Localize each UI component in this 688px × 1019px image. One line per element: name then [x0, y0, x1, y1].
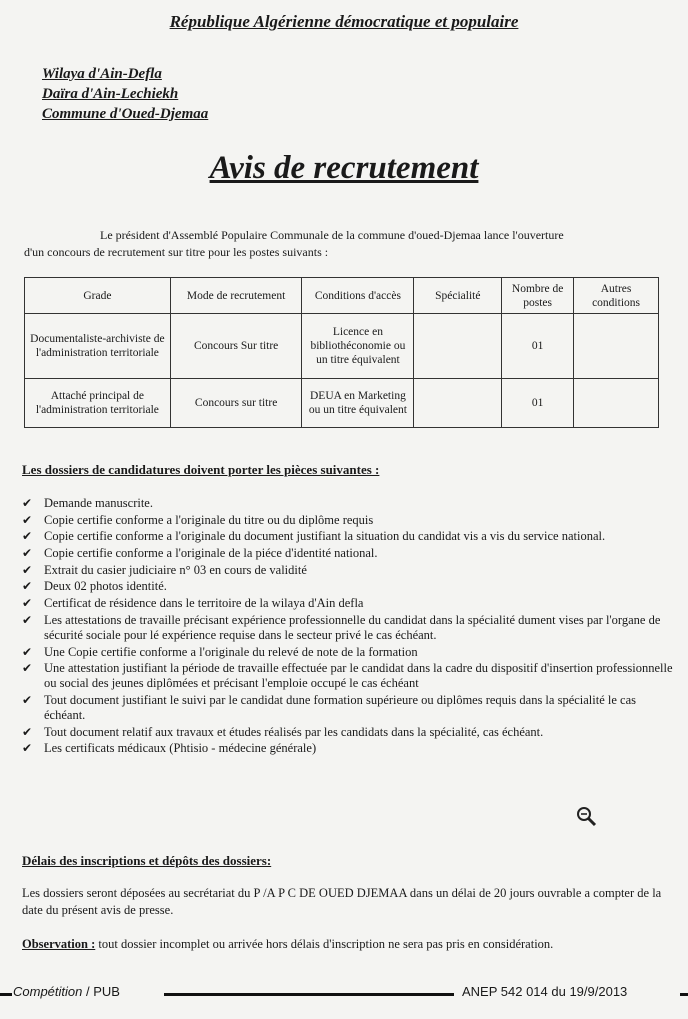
cell-specialite: [414, 314, 502, 379]
footer-rule-right: [680, 993, 688, 996]
check-icon: ✔: [22, 741, 33, 756]
cell-autres: [574, 379, 659, 428]
header-conditions: Conditions d'accès: [302, 278, 414, 314]
list-item: ✔ Copie certifie conforme a l'originale du titre ou du diplôme requis: [22, 512, 374, 527]
list-item: ✔ Demande manuscrite.: [22, 496, 153, 510]
header-grade: Grade: [25, 278, 171, 314]
list-item: ✔ Une attestation justifiant la période de travaille effectuée par le candidat dans la cadre du dispositif d'insertion professionnelle ou social des jeunes diplômées et précisant l'emploie occupé le cas échéant: [22, 661, 673, 691]
republique-heading: République Algérienne démocratique et populaire: [169, 12, 519, 31]
list-item: ✔ Tout document relatif aux travaux et études réalisés par les candidats dans la spécialité, cas échéant.: [22, 724, 544, 739]
footer-source-rest: / PUB: [82, 984, 120, 999]
magnifier-icon[interactable]: [575, 805, 597, 827]
commune-line: Commune d'Oued-Djemaa: [42, 106, 209, 122]
dossiers-list: [22, 496, 674, 758]
check-icon: ✔: [22, 546, 33, 561]
intro-paragraph: [24, 227, 664, 261]
check-icon: ✔: [22, 644, 33, 659]
footer-source: [13, 984, 120, 999]
header-autres: Autres conditions: [574, 278, 659, 314]
table-header-row: [25, 278, 659, 314]
footer-bar: [0, 983, 688, 1009]
check-icon: ✔: [22, 724, 33, 739]
list-item: ✔ Une Copie certifie conforme a l'originale du relevé de note de la formation: [22, 644, 418, 659]
observation-text: tout dossier incomplet ou arrivée hors délais d'inscription ne sera pas pris en considération.: [95, 937, 554, 951]
cell-specialite: [414, 379, 502, 428]
intro-line-2: d'un concours de recrutement sur titre pour les postes suivants :: [24, 245, 329, 259]
delais-heading: Délais des inscriptions et dépôts des dossiers:: [22, 853, 272, 868]
cell-mode: Concours Sur titre: [170, 314, 302, 379]
cell-grade: Attaché principal de l'administration territoriale: [25, 379, 171, 428]
header-mode: Mode de recrutement: [170, 278, 302, 314]
table-row: [25, 379, 659, 428]
administration-block: [42, 64, 208, 124]
footer-rule-left: [0, 993, 12, 996]
observation-label: Observation :: [22, 937, 96, 951]
posts-table: [24, 277, 659, 428]
check-icon: ✔: [22, 579, 33, 594]
cell-nombre: 01: [502, 379, 574, 428]
check-icon: ✔: [22, 612, 33, 627]
list-item: ✔ Les attestations de travaille précisant expérience professionnelle du candidat dans la spécialité dument vises par l'organe de sécurité sociale pour lé expérience requise dans le secteur privé le cas échéant.: [22, 612, 661, 642]
list-item: ✔ Deux 02 photos identité.: [22, 579, 167, 594]
list-item: ✔ Tout document justifiant le suivi par le candidat dune formation supérieure ou diplômes requis dans la spécialité le cas échéant.: [22, 692, 637, 722]
header-specialite: Spécialité: [414, 278, 502, 314]
list-item: ✔ Copie certifie conforme a l'originale du document justifiant la situation du candidat vis a vis du service national.: [22, 529, 606, 544]
check-icon: ✔: [22, 692, 33, 707]
check-icon: ✔: [22, 596, 33, 611]
list-item: ✔ Copie certifie conforme a l'originale de la piéce d'identité national.: [22, 546, 378, 561]
list-item: ✔ Les certificats médicaux (Phtisio - médecine générale): [22, 741, 317, 756]
dossiers-heading: Les dossiers de candidatures doivent porter les pièces suivantes :: [22, 462, 380, 477]
cell-autres: [574, 314, 659, 379]
cell-conditions: DEUA en Marketing ou un titre équivalent: [302, 379, 414, 428]
footer-reference: ANEP 542 014 du 19/9/2013: [462, 984, 628, 999]
check-icon: ✔: [22, 661, 33, 676]
cell-mode: Concours sur titre: [170, 379, 302, 428]
check-icon: ✔: [22, 562, 33, 577]
list-item: ✔ Certificat de résidence dans le territoire de la wilaya d'Ain defla: [22, 596, 364, 611]
cell-conditions: Licence en bibliothéconomie ou un titre équivalent: [302, 314, 414, 379]
cell-grade: Documentaliste-archiviste de l'administration territoriale: [25, 314, 171, 379]
intro-line-1: Le président d'Assemblé Populaire Communale de la commune d'oued-Djemaa lance l'ouverture: [100, 228, 564, 242]
observation-paragraph: [22, 936, 672, 953]
list-item: ✔ Extrait du casier judiciaire n° 03 en cours de validité: [22, 562, 307, 577]
check-icon: ✔: [22, 529, 33, 544]
wilaya-line: Wilaya d'Ain-Defla: [42, 66, 162, 82]
check-icon: ✔: [22, 512, 33, 527]
footer-source-italic: Compétition: [13, 984, 83, 999]
cell-nombre: 01: [502, 314, 574, 379]
header-nombre: Nombre de postes: [502, 278, 574, 314]
check-icon: ✔: [22, 496, 33, 510]
footer-rule-middle: [164, 993, 454, 996]
delais-text: Les dossiers seront déposées au secrétariat du P /A P C DE OUED DJEMAA dans un délai de 20 jours ouvrable a compter de la date du présent avis de presse.: [22, 886, 662, 917]
daira-line: Daïra d'Ain-Lechiekh: [42, 86, 179, 102]
page-title: Avis de recrutement: [209, 150, 479, 186]
table-row: [25, 314, 659, 379]
